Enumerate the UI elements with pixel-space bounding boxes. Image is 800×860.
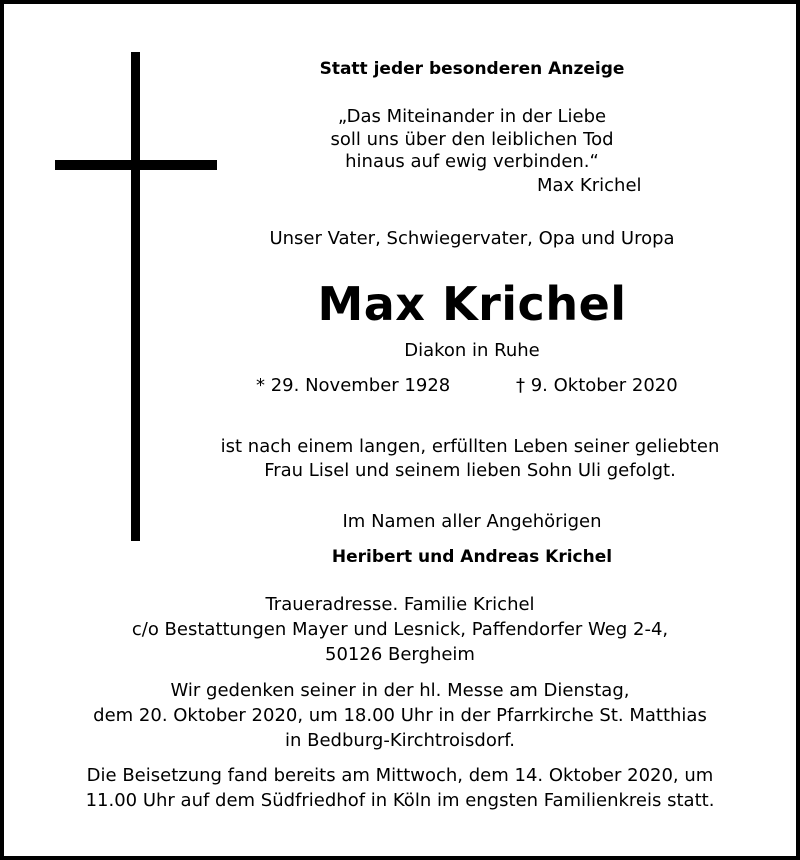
deceased-name: Max Krichel bbox=[317, 277, 627, 331]
on-behalf-line: Im Namen aller Angehörigen bbox=[342, 511, 602, 532]
quote-line: „Das Miteinander in der Liebe bbox=[337, 106, 607, 127]
signers: Heribert und Andreas Krichel bbox=[331, 547, 613, 567]
deceased-title: Diakon in Ruhe bbox=[404, 340, 540, 361]
burial-info-line: 11.00 Uhr auf dem Südfriedhof in Köln im engsten Familienkreis statt. bbox=[85, 790, 715, 811]
cross-vertical-bar bbox=[131, 52, 140, 541]
death-date: † 9. Oktober 2020 bbox=[516, 375, 678, 396]
relation-line: Unser Vater, Schwiegervater, Opa und Uropa bbox=[269, 228, 675, 249]
address-line: 50126 Bergheim bbox=[325, 644, 475, 665]
notice-heading: Statt jeder besonderen Anzeige bbox=[319, 59, 625, 79]
address-line: c/o Bestattungen Mayer und Lesnick, Paffendorfer Weg 2-4, bbox=[131, 619, 669, 640]
mass-info-line: in Bedburg-Kirchtroisdorf. bbox=[285, 730, 515, 751]
cross-horizontal-bar bbox=[55, 160, 217, 170]
mass-info-line: dem 20. Oktober 2020, um 18.00 Uhr in der Pfarrkirche St. Matthias bbox=[93, 705, 707, 726]
announcement-line: ist nach einem langen, erfüllten Leben seiner geliebten bbox=[220, 436, 720, 457]
address-line: Traueradresse. Familie Krichel bbox=[265, 594, 535, 615]
burial-info-line: Die Beisetzung fand bereits am Mittwoch, dem 14. Oktober 2020, um bbox=[86, 765, 714, 786]
birth-date: * 29. November 1928 bbox=[256, 375, 451, 396]
quote-author: Max Krichel bbox=[537, 175, 642, 196]
mass-info-line: Wir gedenken seiner in der hl. Messe am Dienstag, bbox=[170, 680, 630, 701]
quote-line: soll uns über den leiblichen Tod bbox=[330, 129, 614, 150]
quote-line: hinaus auf ewig verbinden.“ bbox=[345, 151, 599, 172]
announcement-line: Frau Lisel und seinem lieben Sohn Uli gefolgt. bbox=[264, 460, 676, 481]
